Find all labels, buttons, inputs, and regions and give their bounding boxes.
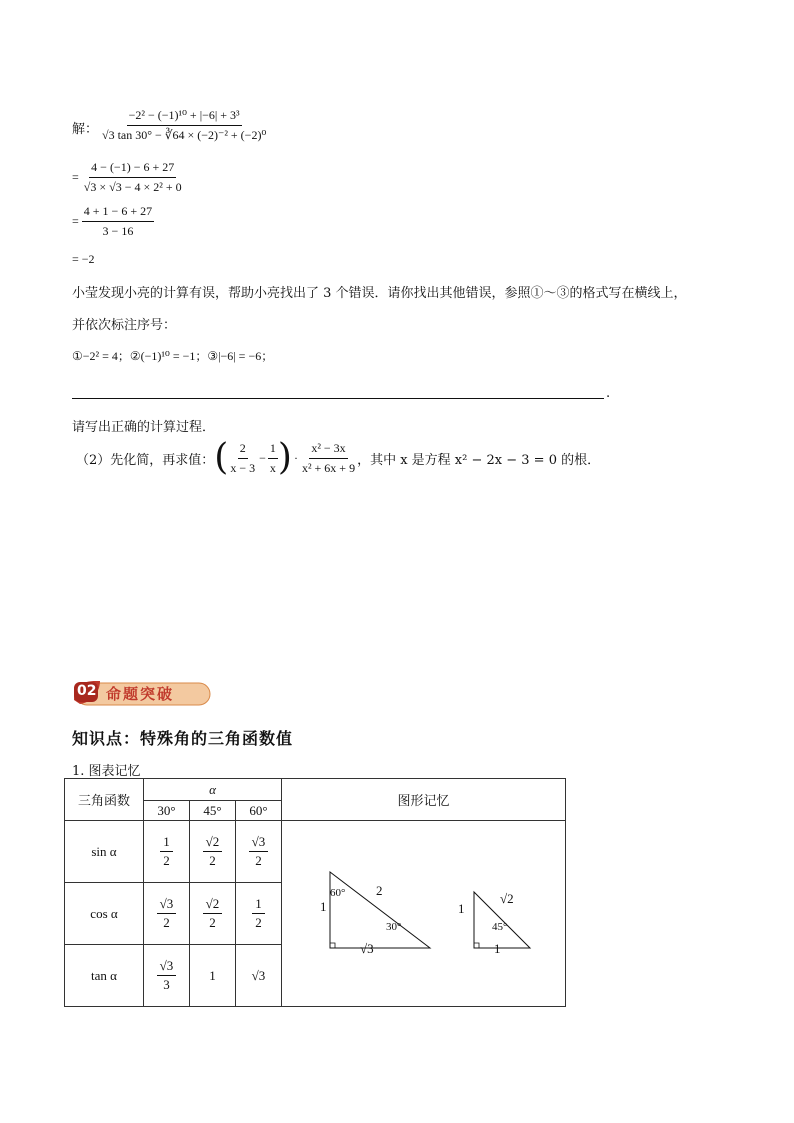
header-angle-45: 45° bbox=[190, 801, 236, 821]
fraction-3-denominator: 3 − 16 bbox=[102, 224, 134, 238]
prompt-line-1: 小莹发现小亮的计算有误，帮助小亮找出了 3 个错误．请你找出其他错误，参照①～③的格式写在横线上， bbox=[72, 286, 687, 301]
header-memory: 图形记忆 bbox=[282, 779, 566, 821]
part-2-frac-1-num: 2 bbox=[238, 441, 248, 459]
row-name-sin: sin α bbox=[65, 821, 144, 883]
t1-top-angle: 60° bbox=[330, 887, 346, 899]
t1-hyp-label: 2 bbox=[376, 883, 383, 898]
fraction-1-denominator: √3 tan 30° − ∛64 × (−2)⁻² + (−2)⁰ bbox=[102, 128, 267, 142]
prompt-line-2: 并依次标注序号： bbox=[72, 318, 177, 333]
badge-title: 命题突破 bbox=[106, 685, 175, 703]
section-badge bbox=[72, 680, 212, 706]
solution-step-2 bbox=[72, 160, 184, 195]
solution-result: = −2 bbox=[72, 252, 95, 266]
part-2-suffix: ，其中 x 是方程 x² − 2x − 3 = 0 的根． bbox=[357, 452, 601, 468]
header-alpha: α bbox=[144, 779, 282, 801]
right-paren: ) bbox=[277, 437, 292, 478]
part-2-frac-2-num: 1 bbox=[268, 441, 278, 459]
cell-sin-60: $\frac{√3}{2}$ bbox=[236, 821, 282, 883]
cell-tan-45: 1 bbox=[190, 945, 236, 1007]
row-name-tan: tan α bbox=[65, 945, 144, 1007]
answer-blank-line[interactable] bbox=[72, 398, 604, 399]
header-angle-60: 60° bbox=[236, 801, 282, 821]
t2-hyp-label: √2 bbox=[500, 891, 514, 906]
part-2-frac-3-den: x² + 6x + 9 bbox=[301, 460, 356, 475]
t1-left-label: 1 bbox=[320, 899, 327, 914]
t2-bottom-label: 1 bbox=[494, 941, 501, 956]
part-2-frac-1-den: x − 3 bbox=[230, 460, 256, 475]
t2-angle: 45° bbox=[492, 921, 508, 933]
part-2-minus: − bbox=[259, 450, 266, 465]
t2-left-label: 1 bbox=[458, 901, 465, 916]
equals-sign: = bbox=[72, 170, 79, 184]
fraction-2-numerator: 4 − (−1) − 6 + 27 bbox=[89, 160, 176, 178]
cell-cos-30: $\frac{√3}{2}$ bbox=[144, 883, 190, 945]
row-name-cos: cos α bbox=[65, 883, 144, 945]
table-row bbox=[65, 821, 566, 883]
solution-step-3 bbox=[72, 204, 154, 239]
header-function: 三角函数 bbox=[65, 779, 144, 821]
equals-sign: = bbox=[72, 214, 79, 228]
prompt-line-3: 请写出正确的计算过程． bbox=[72, 420, 216, 435]
badge-number: 02 bbox=[77, 683, 97, 699]
part-2-question bbox=[76, 437, 601, 478]
header-angle-30: 30° bbox=[144, 801, 190, 821]
t1-bottom-label: √3 bbox=[360, 941, 374, 956]
section-title: 知识点：特殊角的三角函数值 bbox=[72, 729, 294, 748]
cell-sin-45: $\frac{√2}{2}$ bbox=[190, 821, 236, 883]
solution-fraction-1 bbox=[100, 108, 268, 143]
cell-sin-30: $\frac{1}{2}$ bbox=[144, 821, 190, 883]
fraction-1-numerator: −2² − (−1)¹⁰ + |−6| + 3³ bbox=[127, 108, 242, 126]
left-paren: ( bbox=[214, 437, 229, 478]
part-2-frac-3-num: x² − 3x bbox=[309, 441, 347, 459]
dot-operator: · bbox=[293, 450, 298, 465]
triangle-figures bbox=[282, 821, 566, 1007]
answer-blank-period: . bbox=[606, 386, 611, 401]
section-subtitle: 1. 图表记忆 bbox=[72, 764, 141, 779]
fraction-3-numerator: 4 + 1 − 6 + 27 bbox=[82, 204, 154, 222]
part-2-prefix: （2）先化简，再求值： bbox=[76, 452, 215, 468]
t1-right-angle: 30° bbox=[386, 921, 402, 933]
cell-cos-45: $\frac{√2}{2}$ bbox=[190, 883, 236, 945]
cell-cos-60: $\frac{1}{2}$ bbox=[236, 883, 282, 945]
cell-tan-60: √3 bbox=[236, 945, 282, 1007]
trig-values-table bbox=[64, 778, 566, 1007]
cell-tan-30: $\frac{√3}{3}$ bbox=[144, 945, 190, 1007]
errors-listed: ①−2² = 4；②(−1)¹⁰ = −1；③|−6| = −6； bbox=[72, 349, 274, 363]
part-2-frac-2-den: x bbox=[269, 460, 276, 475]
fraction-2-denominator: √3 × √3 − 4 × 2² + 0 bbox=[83, 180, 182, 194]
solution-label: 解： bbox=[72, 122, 99, 137]
